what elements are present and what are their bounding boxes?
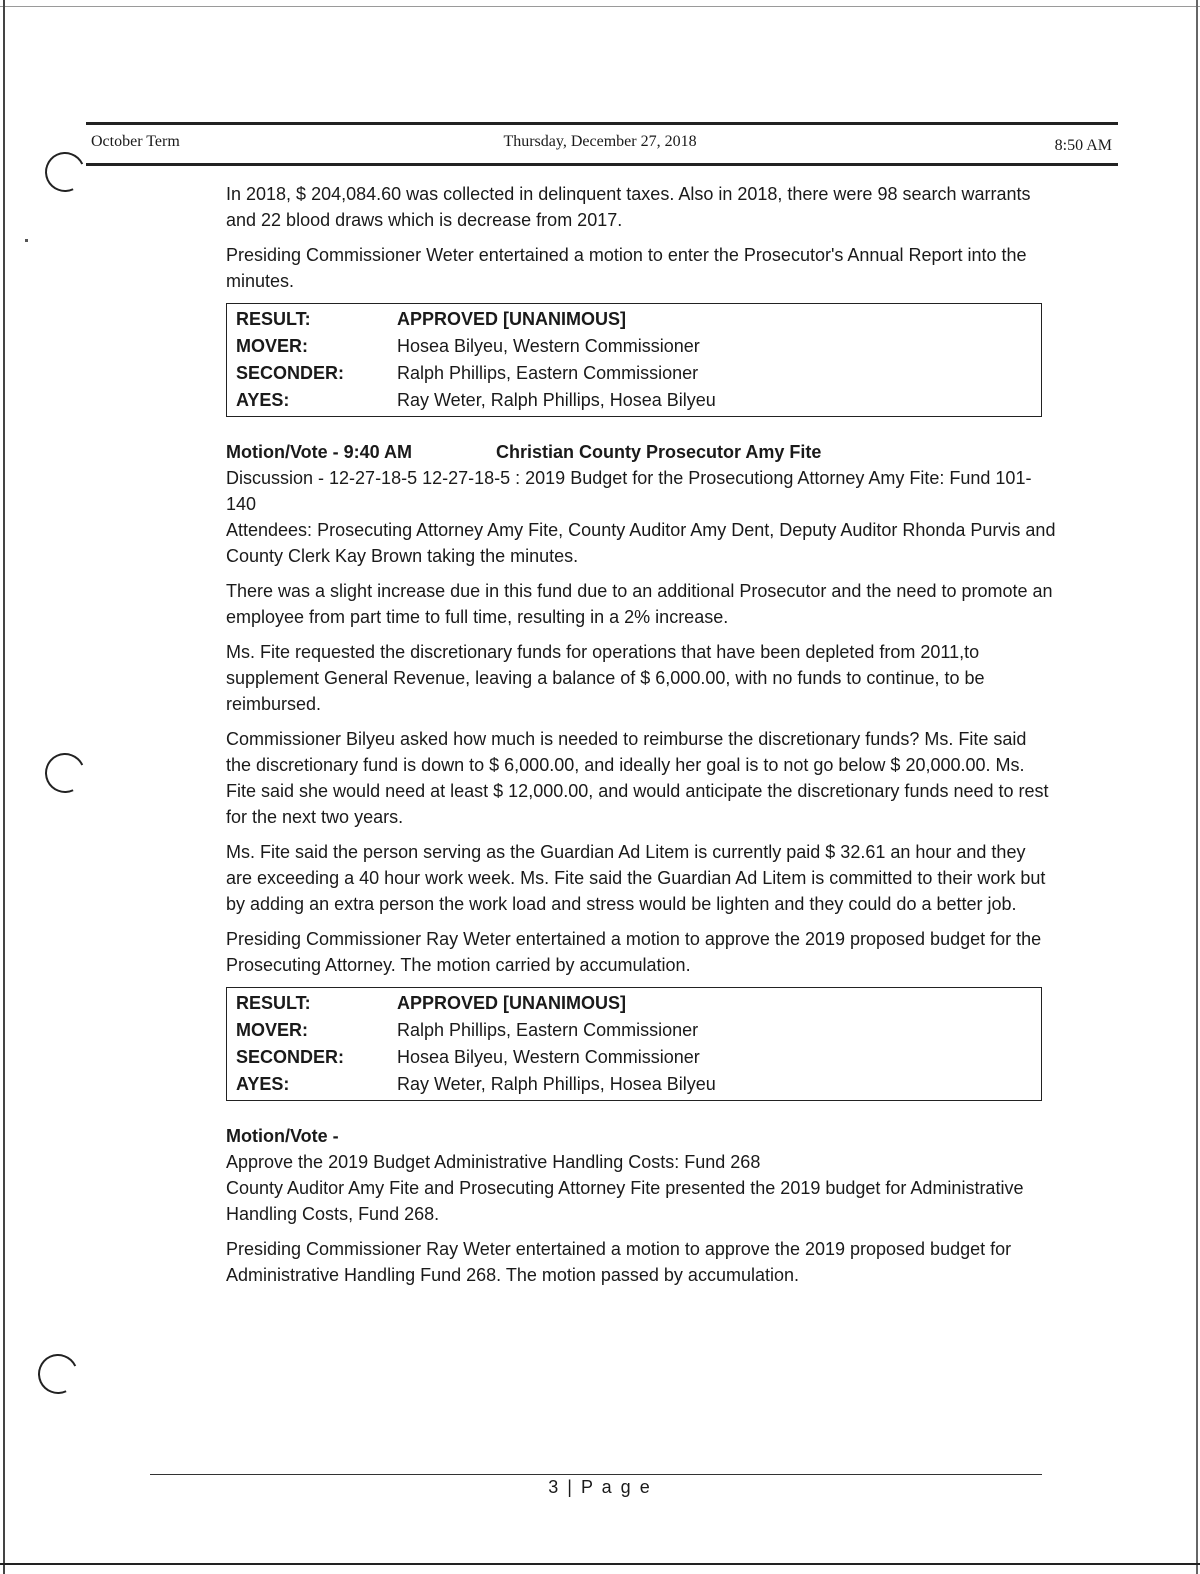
scan-edge-right (1196, 0, 1198, 1574)
vote-row-seconder (227, 360, 1041, 387)
vote-row-result (227, 990, 1041, 1017)
vote-row-mover (227, 333, 1041, 360)
vote-label: MOVER: (236, 336, 308, 356)
vote-value: Ray Weter, Ralph Phillips, Hosea Bilyeu (397, 1074, 716, 1094)
vote-value: Ray Weter, Ralph Phillips, Hosea Bilyeu (397, 390, 716, 410)
vote-label: AYES: (236, 390, 290, 410)
punch-hole-middle (39, 747, 90, 798)
minutes-body (226, 181, 1056, 1297)
vote-row-ayes (227, 1071, 1041, 1098)
header-time: 8:50 AM (1054, 137, 1112, 154)
punch-hole-bottom (32, 1348, 83, 1399)
motion2-paragraph-2: Ms. Fite requested the discretionary funds for operations that have been depleted from 2011,to supplement General Revenue, leaving a balance of $ 6,000.00, with no funds to continue, to be reimbursed. (226, 642, 985, 714)
discussion-line: Discussion - 12-27-18-5 12-27-18-5 : 2019 Budget for the Prosecutiong Attorney Amy Fite: Fund 101-140 (226, 468, 1032, 514)
vote-value: Hosea Bilyeu, Western Commissioner (397, 336, 700, 356)
motion3-line-1: Approve the 2019 Budget Administrative Handling Costs: Fund 268 (226, 1152, 761, 1172)
scan-speck (25, 239, 28, 242)
motion-subject: Christian County Prosecutor Amy Fite (496, 442, 822, 462)
motion3-heading: Motion/Vote - (226, 1126, 339, 1146)
header-term: October Term (91, 133, 180, 150)
vote-row-mover (227, 1017, 1041, 1044)
scan-edge-left (3, 0, 5, 1574)
header-rule-bottom (86, 163, 1118, 166)
vote-value: Ralph Phillips, Eastern Commissioner (397, 363, 699, 383)
vote-label: RESULT: (236, 309, 311, 329)
header-date: Thursday, December 27, 2018 (503, 133, 697, 150)
vote-row-result (227, 306, 1041, 333)
vote-label: MOVER: (236, 1020, 308, 1040)
vote-row-seconder (227, 1044, 1041, 1071)
vote-value: Ralph Phillips, Eastern Commissioner (397, 1020, 699, 1040)
motion-time: Motion/Vote - 9:40 AM (226, 442, 412, 462)
vote-label: SECONDER: (236, 1047, 345, 1067)
footer-rule (150, 1474, 1042, 1475)
vote-label: SECONDER: (236, 363, 345, 383)
vote-table-2 (226, 987, 1042, 1101)
motion2-paragraph-1: There was a slight increase due in this fund due to an additional Prosecutor and the need to promote an employee from part time to full time, resulting in a 2% increase. (226, 581, 1053, 627)
vote-row-ayes (227, 387, 1041, 414)
vote-value: Hosea Bilyeu, Western Commissioner (397, 1047, 700, 1067)
motion3-paragraph-1: Presiding Commissioner Ray Weter entertained a motion to approve the 2019 proposed budget for Administrative Handling Fund 268. The motion passed by accumulation. (226, 1239, 1012, 1285)
motion2-paragraph-4: Ms. Fite said the person serving as the Guardian Ad Litem is currently paid $ 32.61 an hour and they are exceeding a 40 hour work week. Ms. Fite said the Guardian Ad Litem is committed to their work but by adding an extra person the work load and stress would be lighten and they could do a better job. (226, 842, 1046, 914)
motion3-line-2: County Auditor Amy Fite and Prosecuting Attorney Fite presented the 2019 budget for Administrative Handling Costs, Fund 268. (226, 1178, 1024, 1224)
vote-value: APPROVED [UNANIMOUS] (397, 309, 627, 329)
header-rule-top (86, 122, 1118, 125)
motion-heading (226, 439, 1056, 465)
vote-value: APPROVED [UNANIMOUS] (397, 993, 627, 1013)
vote-label: AYES: (236, 1074, 290, 1094)
motion2-paragraph-3: Commissioner Bilyeu asked how much is needed to reimburse the discretionary funds? Ms. Fite said the discretionary fund is down to $ 6,000.00, and ideally her goal is to not go below $ 20,000.00. Ms. Fite said she would need at least $ 12,000.00, and would anticipate the discretionary funds need to rest for the next two years. (226, 729, 1049, 827)
vote-label: RESULT: (236, 993, 311, 1013)
intro-paragraph-2: Presiding Commissioner Weter entertained a motion to enter the Prosecutor's Annual Report into the minutes. (226, 245, 1027, 291)
motion2-paragraph-5: Presiding Commissioner Ray Weter entertained a motion to approve the 2019 proposed budget for the Prosecuting Attorney. The motion carried by accumulation. (226, 929, 1042, 975)
scan-edge-bottom (0, 1563, 1200, 1565)
attendees-line: Attendees: Prosecuting Attorney Amy Fite, County Auditor Amy Dent, Deputy Auditor Rhonda Purvis and County Clerk Kay Brown taking the minutes. (226, 520, 1056, 566)
page-number: 3 | P a g e (548, 1477, 652, 1497)
vote-table-1 (226, 303, 1042, 417)
intro-paragraph-1: In 2018, $ 204,084.60 was collected in delinquent taxes. Also in 2018, there were 98 search warrants and 22 blood draws which is decrease from 2017. (226, 184, 1031, 230)
punch-hole-top (39, 146, 90, 197)
scan-edge-top (0, 6, 1200, 7)
